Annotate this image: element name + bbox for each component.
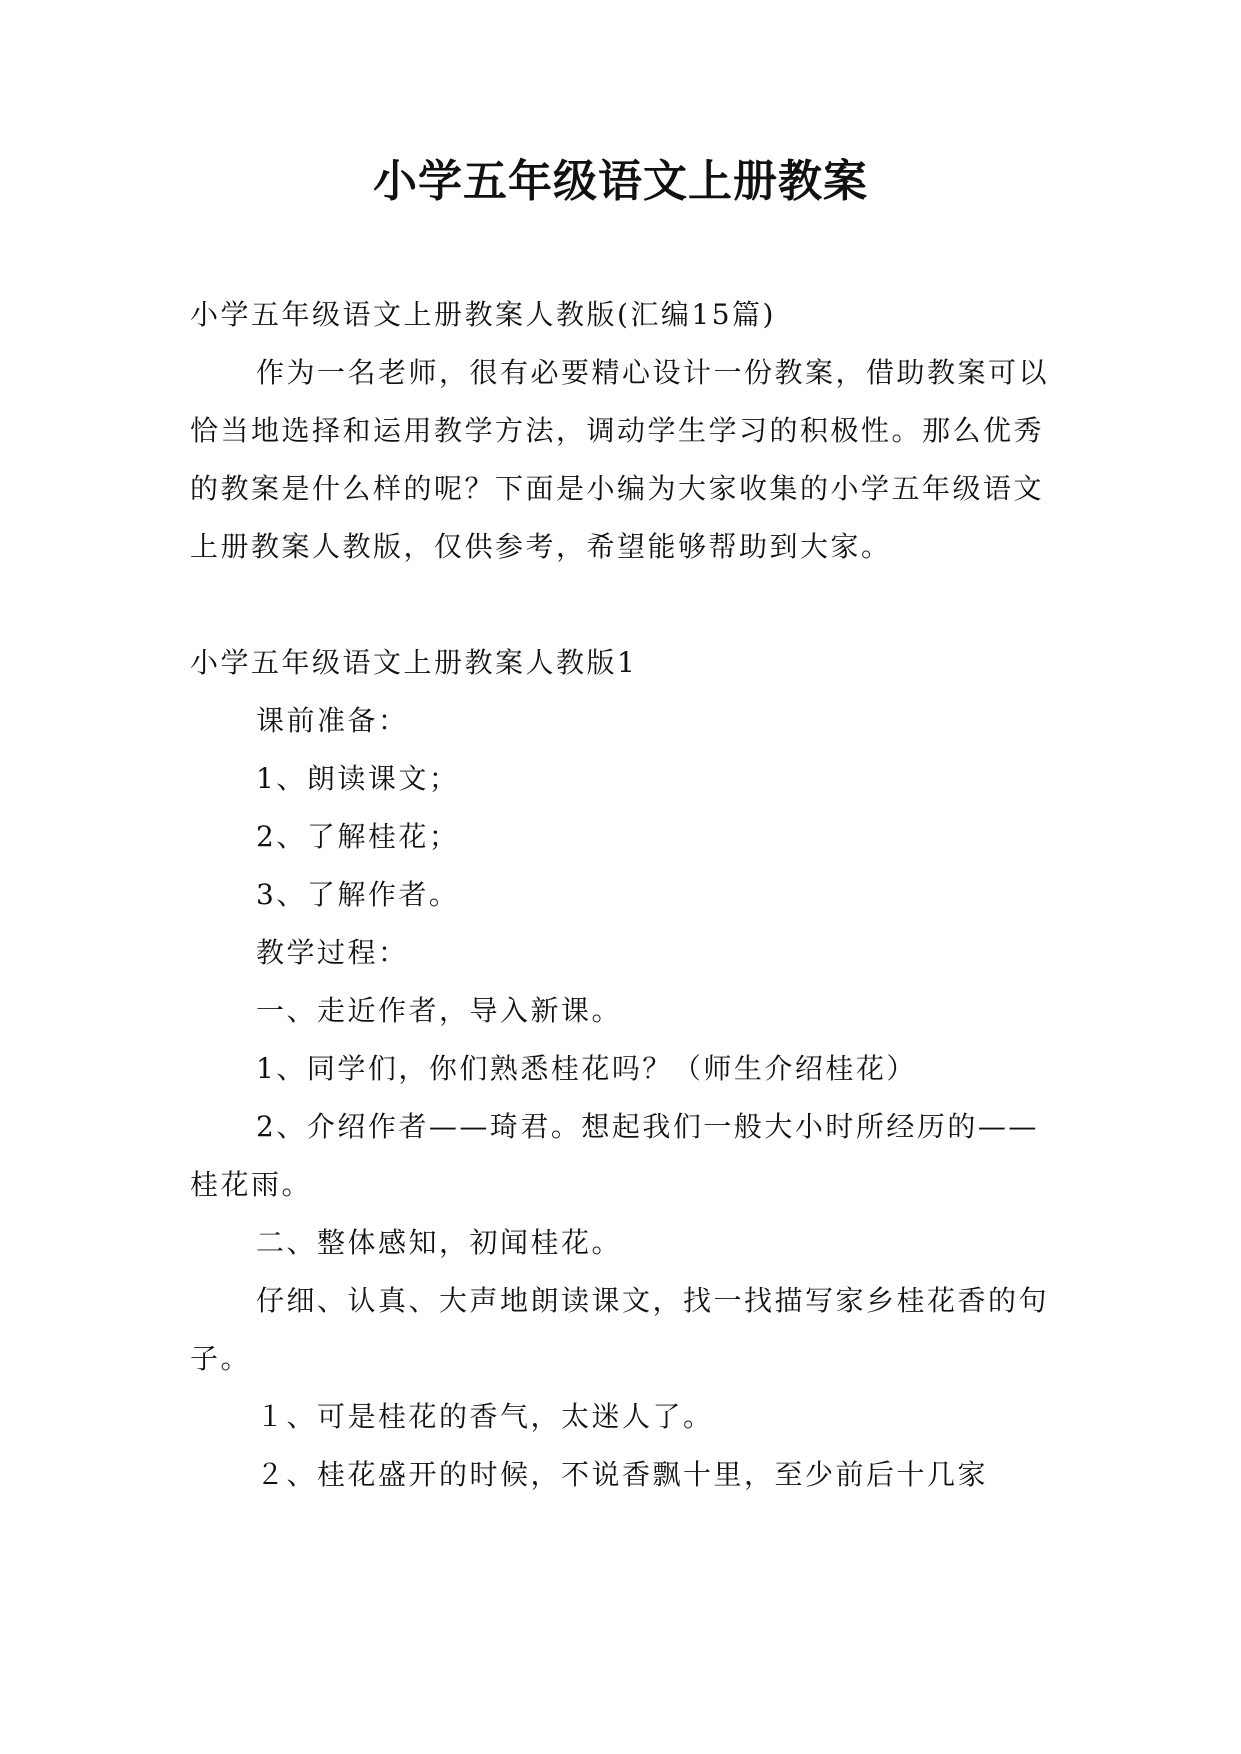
document-subtitle: 小学五年级语文上册教案人教版(汇编15篇) [190, 298, 776, 331]
paragraph-spacer [190, 576, 1060, 634]
document-title: 小学五年级语文上册教案 [373, 156, 868, 207]
process-label: 教学过程： [256, 936, 409, 969]
prep-item: 2、了解桂花； [256, 820, 460, 853]
prep-item: 3、了解作者。 [256, 878, 460, 911]
quoted-sentence: ２、桂花盛开的时候，不说香飘十里，至少前后十几家 [256, 1458, 989, 1491]
prep-label: 课前准备： [256, 704, 409, 737]
step-item: 1、同学们，你们熟悉桂花吗？（师生介绍桂花） [256, 1052, 917, 1085]
section-heading: 小学五年级语文上册教案人教版1 [190, 646, 638, 679]
step-instruction: 仔细、认真、大声地朗读课文，找一找描写家乡桂花香的句子。 [190, 1284, 1050, 1375]
step-heading: 一、走近作者，导入新课。 [256, 994, 623, 1027]
document-body [190, 286, 1060, 1504]
intro-paragraph: 作为一名老师，很有必要精心设计一份教案，借助教案可以恰当地选择和运用教学方法，调动学生学习的积极性。那么优秀的教案是什么样的呢？下面是小编为大家收集的小学五年级语文上册教案人教版，仅供参考，希望能够帮助到大家。 [190, 356, 1050, 563]
step-heading: 二、整体感知，初闻桂花。 [256, 1226, 623, 1259]
quoted-sentence: １、可是桂花的香气，太迷人了。 [256, 1400, 714, 1433]
step-item: 2、介绍作者——琦君。想起我们一般大小时所经历的——桂花雨。 [190, 1110, 1039, 1201]
prep-item: 1、朗读课文； [256, 762, 460, 795]
